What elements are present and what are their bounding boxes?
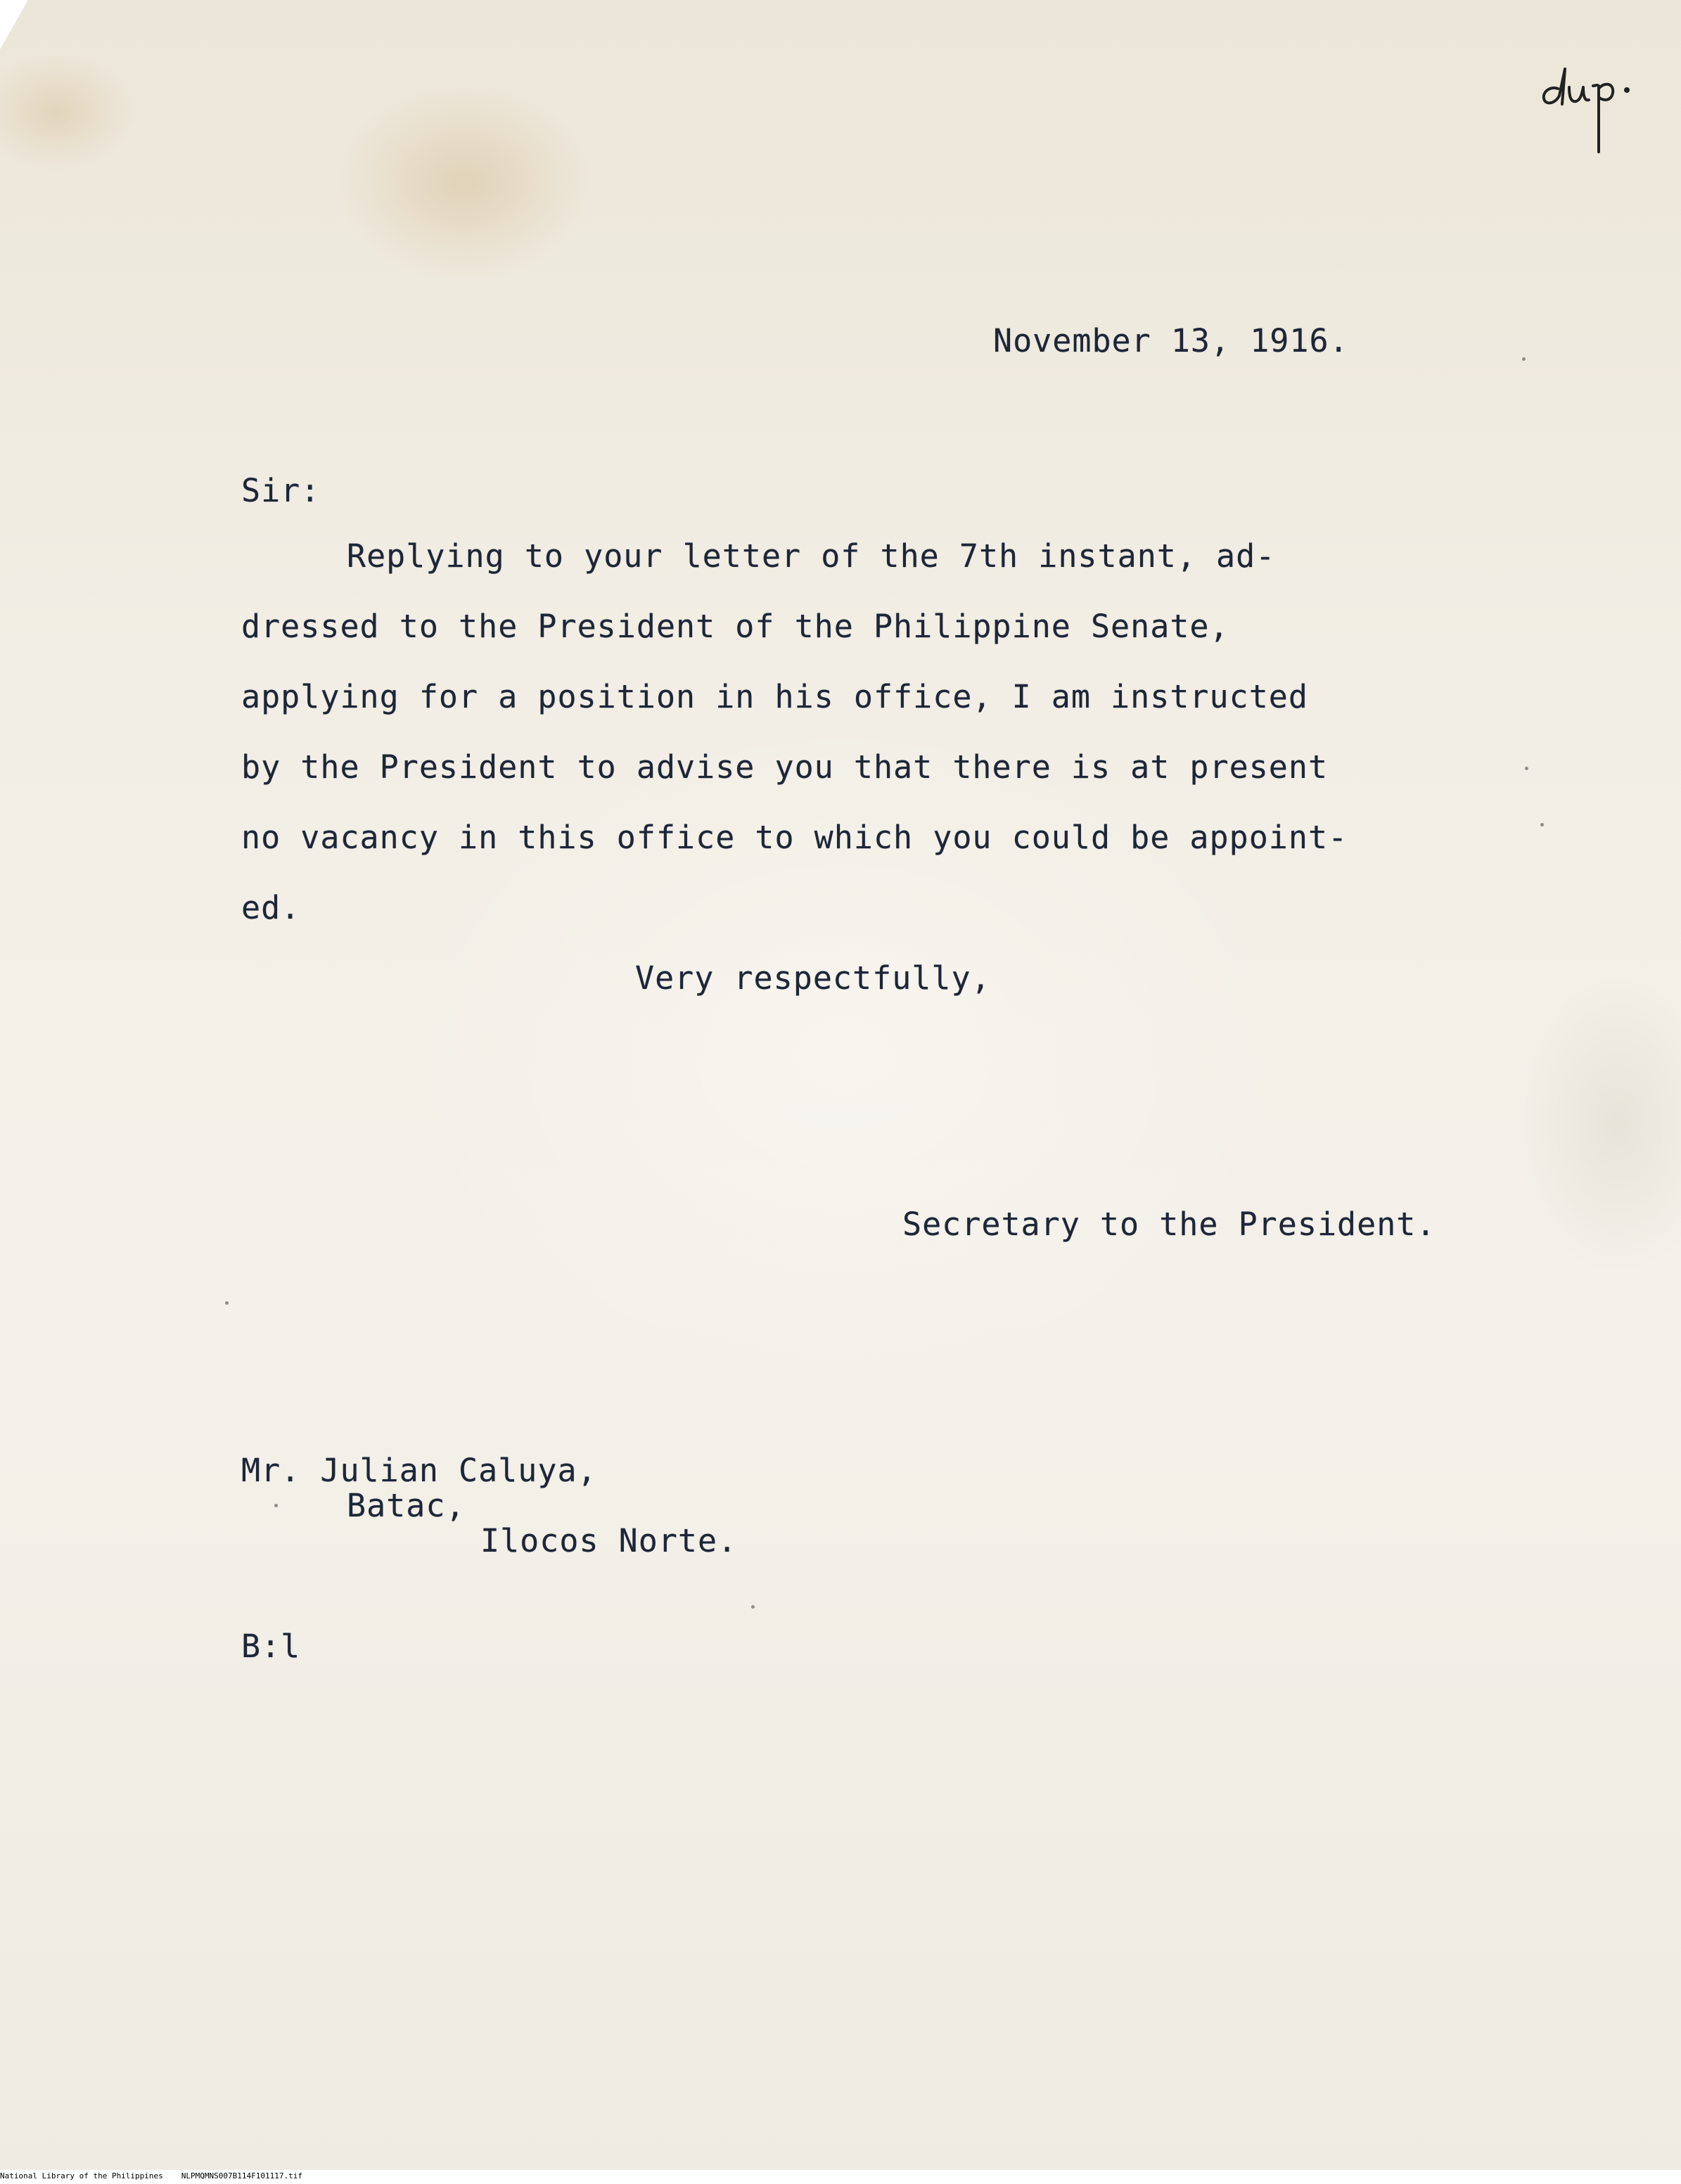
letter-date: November 13, 1916.	[993, 322, 1349, 359]
addressee-name: Mr. Julian Caluya,	[241, 1452, 597, 1489]
paper-speck	[225, 1301, 229, 1305]
paper-speck	[1525, 767, 1528, 770]
archive-file-id: NLPMQMNS007B114F101117.tif	[181, 2171, 302, 2180]
body-line: dressed to the President of the Philippine Senate,	[241, 608, 1229, 645]
paper-speck	[751, 1605, 755, 1609]
paper-speck	[274, 1504, 278, 1507]
handwritten-dup-annotation	[1537, 55, 1649, 153]
body-line: by the President to advise you that there is at present	[241, 748, 1329, 786]
addressee-town: Batac,	[347, 1487, 466, 1524]
typist-initials: B:l	[241, 1628, 301, 1665]
body-line: no vacancy in this office to which you could be appoint-	[241, 819, 1348, 856]
torn-corner	[0, 0, 28, 49]
salutation: Sir:	[241, 472, 321, 509]
signature-title: Secretary to the President.	[902, 1206, 1436, 1243]
body-line: Replying to your letter of the 7th instant, ad-	[347, 537, 1276, 575]
body-line: applying for a position in his office, I am instructed	[241, 678, 1308, 715]
body-line: ed.	[241, 889, 301, 926]
scan-caption	[0, 2172, 321, 2180]
addressee-province: Ilocos Norte.	[480, 1522, 738, 1559]
complimentary-closing: Very respectfully,	[635, 959, 991, 997]
paper-speck	[1522, 357, 1526, 361]
paper-speck	[1540, 823, 1544, 826]
archive-institution: National Library of the Philippines	[0, 2171, 163, 2180]
